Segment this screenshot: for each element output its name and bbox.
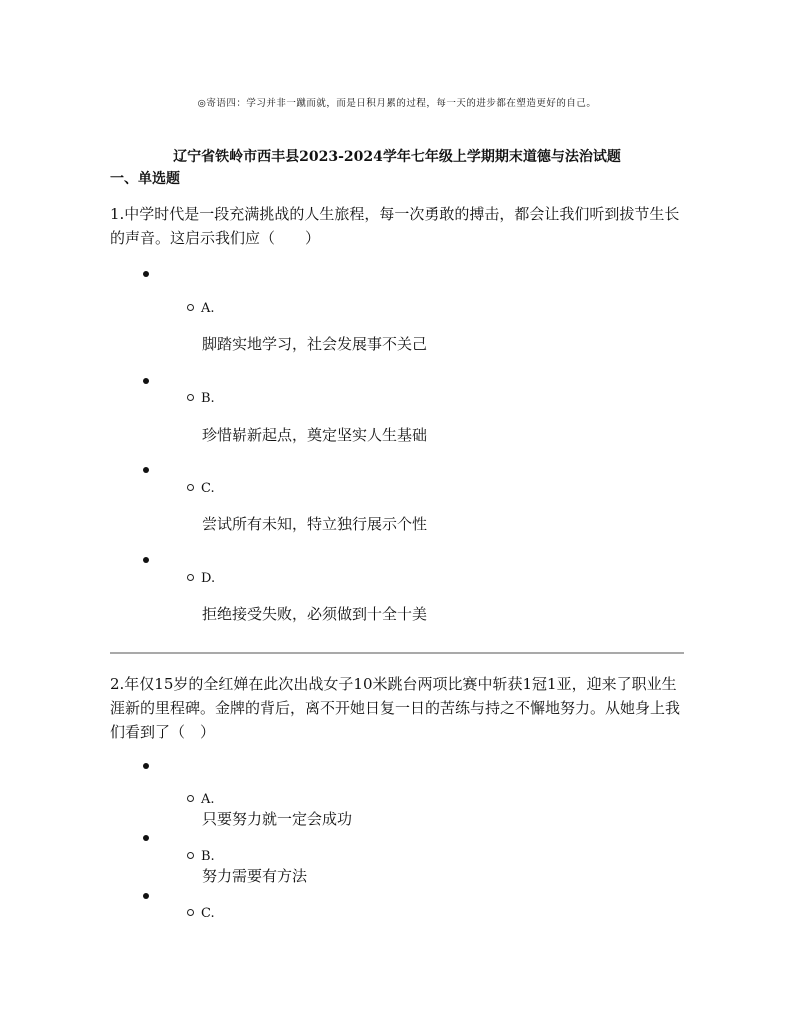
option-label: B. — [201, 849, 215, 864]
list-bullet — [143, 467, 149, 473]
option-1c-label[interactable] — [187, 481, 215, 496]
option-label: B. — [201, 391, 215, 406]
option-1b-text: 珍惜崭新起点，奠定坚实人生基础 — [202, 426, 428, 444]
option-2a-text: 只要努力就一定会成功 — [202, 810, 353, 828]
circle-bullet-icon — [187, 484, 194, 491]
option-label: C. — [201, 906, 215, 921]
option-1a-text: 脚踏实地学习，社会发展事不关己 — [202, 335, 428, 353]
page-title: 辽宁省铁岭市西丰县2023-2024学年七年级上学期期末道德与法治试题 — [173, 149, 621, 165]
question-2-text: 2.年仅15岁的全红婵在此次出战女子10米跳台两项比赛中斩获1冠1亚，迎来了职业生涯新的里程碑。金牌的背后，离不开她日复一日的苦练与持之不懈地努力。从她身上我们看到了（ ） — [110, 675, 681, 741]
circle-bullet-icon — [187, 852, 194, 859]
option-2c-label[interactable] — [187, 906, 215, 921]
question-1-text: 1.中学时代是一段充满挑战的人生旅程，每一次勇敢的搏击，都会让我们听到拔节生长的声音。这启示我们应（ ） — [110, 205, 680, 247]
list-bullet — [143, 763, 149, 769]
list-bullet — [143, 378, 149, 384]
list-bullet — [143, 835, 149, 841]
circle-bullet-icon — [187, 795, 194, 802]
option-2b-text: 努力需要有方法 — [202, 867, 308, 885]
option-2b-label[interactable] — [187, 849, 215, 864]
list-bullet — [143, 271, 149, 277]
option-label: A. — [201, 301, 215, 316]
option-1d-label[interactable] — [187, 571, 215, 586]
circle-bullet-icon — [187, 394, 194, 401]
option-label: A. — [201, 792, 215, 807]
option-1a-label[interactable] — [187, 301, 215, 316]
circle-bullet-icon — [187, 574, 194, 581]
option-1c-text: 尝试所有未知，特立独行展示个性 — [202, 515, 428, 533]
list-bullet — [143, 557, 149, 563]
option-label: D. — [201, 571, 216, 586]
circle-bullet-icon — [187, 909, 194, 916]
motto-text: ◎寄语四：学习并非一蹴而就，而是日积月累的过程，每一天的进步都在塑造更好的自己。 — [197, 98, 597, 109]
option-2a-label[interactable] — [187, 792, 215, 807]
question-divider — [110, 652, 684, 654]
list-bullet — [143, 893, 149, 899]
circle-bullet-icon — [187, 304, 194, 311]
option-label: C. — [201, 481, 215, 496]
section-heading: 一、单选题 — [110, 171, 180, 187]
option-1d-text: 拒绝接受失败，必须做到十全十美 — [202, 605, 428, 623]
option-1b-label[interactable] — [187, 391, 215, 406]
